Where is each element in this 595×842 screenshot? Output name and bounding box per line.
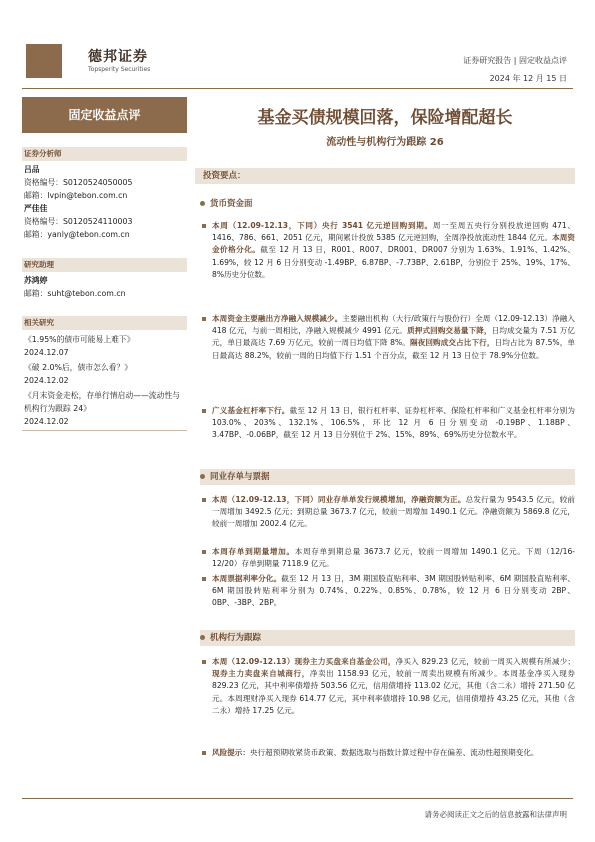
report-category: 固定收益点评 — [22, 97, 187, 133]
related-heading: 相关研究 — [22, 316, 187, 330]
brand-english-name: Topsperity Securities — [88, 66, 151, 73]
report-date: 2024 年 12 月 15 日 — [489, 74, 567, 83]
related-title: 《1.95%的债市可能易上难下》 — [24, 335, 135, 344]
footer-divider — [22, 798, 573, 799]
analyst-email[interactable]: 邮箱：yanly@tebon.com.cn — [24, 230, 130, 239]
analyst-name: 吕品 — [24, 165, 40, 174]
related-item[interactable] — [24, 333, 187, 359]
assistant-info — [24, 274, 187, 300]
related-date: 2024.12.07 — [24, 348, 69, 357]
header-divider — [22, 88, 573, 89]
assistant-heading: 研究助理 — [22, 258, 187, 272]
analyst-cert: 资格编号：S0120524110003 — [24, 217, 133, 226]
paragraph-leverage: 广义基金杠杆率下行。截至 12 月 13 日，银行杠杆率、证券杠杆率、保险杠杆率和广义基金杠杆率分别为 103.0%、203%、132.1%、106.5%，环比 12 月 6 日分别变动 -0.19BP、1.18BP、3.47BP、-0.06BP，截至 12 月 13 日分别位于 2%、15%、89%、69%历史分位数水平。 — [200, 405, 575, 442]
paragraph-institution-trades: 本周（12.09-12.13）现券主力买盘来自基金公司，净买入 829.23 亿元，较前一周买入规模有所减少；现券主力卖盘来自城商行，净卖出 1158.93 亿元，较前一周卖出规模有所减少。本周基金净买入现券 829.23 亿元，其中利率债增持 503.56 亿元，信用债增持 113.02 亿元，其他（含二永）增持 271.50 亿元。本周理财净买入现券 614.77 亿元，其中利率债增持 10.98 亿元，信用债增持 43.25 亿元，其他（含二永）增持 17.25 亿元。 — [200, 656, 575, 717]
key-points-heading: 投资要点： — [195, 168, 575, 184]
assistant-name: 苏鸿婷 — [24, 276, 48, 285]
paragraph-net-lending: 本周资金主要融出方净融入规模减少。主要融出机构（大行/政策行与股份行）全周（12.09-12.13）净融入 418 亿元，与前一周相比，净融入规模减少 4991 亿元。质押式回购交易量下降，日均成交量为 7.51 万亿元，单日最高达 7.69 万亿元，较前一周日均值下降 8%。隔夜回购成交占比下行，日均占比为 87.5%，单日最高达 88.2%，较前一周的日均值下行 1.51 个百分点，截至 12 月 13 日位于 78.9%分位数。 — [200, 313, 575, 362]
report-subtitle: 流动性与机构行为跟踪 26 — [326, 137, 444, 148]
paragraph-reverse-repo: 本周（12.09-12.13，下同）央行 3541 亿元逆回购到期。周一至周五央行分别投放逆回购 471、1416、786、661、2051 亿元，期间累计投放 5385 亿元逆回购，全周净投放流动性 1844 亿元。本周资金价格分化。截至 12 月 13 日，R001、R007、DR001、DR007 分别为 1.63%、1.91%、1.42%、1.69%，较 12 月 6 日分别变动 -1.49BP、6.87BP、-7.73BP、2.61BP，分别位于 25%、19%、17%、8%历史分位数。 — [200, 220, 575, 281]
related-list — [24, 333, 187, 430]
report-type: 证券研究报告 | 固定收益点评 — [463, 56, 567, 65]
related-title: 《月末资金走松，存单行情启动——流动性与机构行为跟踪 24》 — [24, 391, 180, 413]
logo-icon — [26, 44, 62, 78]
assistant-email[interactable]: 邮箱：suht@tebon.com.cn — [24, 289, 126, 298]
related-date: 2024.12.02 — [24, 417, 69, 426]
paragraph-ncd-issuance: 本周（12.09-12.13，下同）同业存单单发行规模增加，净融资额为正。总发行量为 9543.5 亿元，较前一周增加 3492.5 亿元；到期总量 3673.7 亿元，较前一周增加 1490.1 亿元。净融资额为 5869.8 亿元，较前一周增加 2002.4 亿元。 — [200, 494, 575, 531]
paragraph-risk: 风险提示：央行超预期收紧货币政策、数据选取与指数计算过程中存在偏差、流动性超预期变化。 — [200, 747, 575, 759]
sidebar-divider — [22, 430, 187, 431]
related-date: 2024.12.02 — [24, 376, 69, 385]
analyst-cert: 资格编号：S0120524050005 — [24, 178, 133, 187]
related-title: 《破 2.0%后，债市怎么看？》 — [24, 363, 133, 372]
analyst-name: 严佳佳 — [24, 204, 48, 213]
related-item[interactable] — [24, 361, 187, 387]
brand-name: 德邦证券 — [88, 49, 148, 65]
related-item[interactable] — [24, 389, 187, 428]
section-institution: 机构行为跟踪 — [200, 630, 575, 646]
analyst-list — [24, 163, 187, 241]
paragraph-bill-rates: 本周票据利率分化。截至 12 月 13 日，3M 期国股直贴利率、3M 期国股转贴利率、6M 期国股直贴利率、6M 期国股转贴利率分别为 0.74%、0.22%、0.85%、0.78%，较 12 月 6 日分别变动 2BP、0BP、-3BP、2BP。 — [200, 573, 575, 610]
report-title: 基金买债规模回落，保险增配超长 — [257, 108, 513, 128]
section-monetary: 货币资金面 — [200, 196, 575, 212]
report-meta — [463, 52, 567, 88]
footer-disclaimer: 请务必阅读正文之后的信息披露和法律声明 — [424, 810, 567, 819]
paragraph-ncd-maturity: 本周存单到期量增加。本周存单到期总量 3673.7 亿元，较前一周增加 1490.1 亿元。下周（12/16-12/20）存单到期量 7118.9 亿元。 — [200, 546, 575, 570]
section-deposit: 同业存单与票据 — [200, 469, 575, 485]
analyst-heading: 证券分析师 — [22, 147, 187, 161]
analyst-email[interactable]: 邮箱：lvpin@tebon.com.cn — [24, 191, 128, 200]
